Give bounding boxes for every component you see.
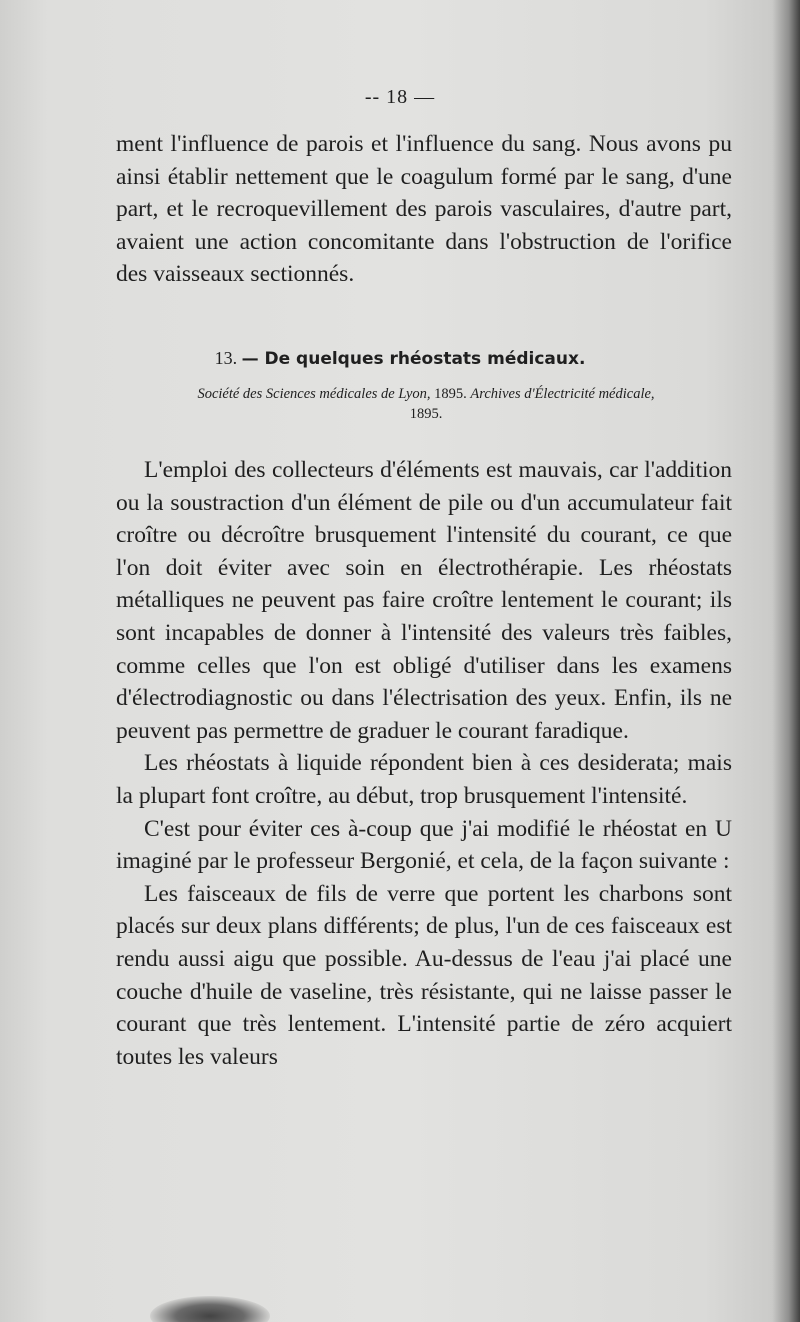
paragraph: L'emploi des collecteurs d'éléments est mauvais, car l'addition ou la soustraction d'un élément de pile ou d'un accumulateur fait croître ou décroître brusquement l'intensité du courant, ce que l'on doit éviter avec soin en électrothérapie. Les rhéostats métalliques ne peuvent pas faire croître lentement le courant; ils sont incapables de donner à l'intensité des valeurs très faibles, comme celles que l'on est obligé d'utiliser dans les examens d'électrodiagnostic ou dans l'électrisation des yeux. Enfin, ils ne peuvent pas permettre de graduer le courant faradique.	[116, 457, 732, 744]
section-title: — De quelques rhéostats médicaux.	[241, 349, 586, 369]
section-number: 13.	[214, 348, 238, 368]
page-edge-shadow	[772, 0, 800, 1322]
continuation-paragraph-block	[116, 128, 732, 291]
section-heading	[0, 348, 800, 369]
source-2: Archives d'Électricité médicale,	[470, 386, 655, 402]
source-1: Société des Sciences médicales de Lyon,	[197, 386, 431, 402]
scan-shadow-mark	[150, 1296, 270, 1322]
section-source	[116, 384, 736, 424]
paragraph: Les faisceaux de fils de verre que portent les charbons sont placés sur deux plans différents; de plus, l'un de ces faisceaux est rendu aussi aigu que possible. Au-dessus de l'eau j'ai placé une couche d'huile de vaseline, très résistante, qui ne laisse passer le courant que très lentement. L'intensité partie de zéro acquiert toutes les valeurs	[116, 880, 732, 1070]
body-paragraphs	[116, 454, 732, 1073]
paragraph: C'est pour éviter ces à-coup que j'ai modifié le rhéostat en U imaginé par le professeur Bergonié, et cela, de la façon suivante :	[116, 815, 732, 875]
source-2-year: 1895.	[409, 406, 443, 422]
paragraph: Les rhéostats à liquide répondent bien à ces desiderata; mais la plupart font croître, au début, trop brusquement l'intensité.	[116, 750, 732, 809]
source-1-year: 1895.	[434, 386, 467, 402]
continuation-paragraph: ment l'influence de parois et l'influence du sang. Nous avons pu ainsi établir nettement que le coagulum formé par le sang, d'une part, et le recroquevillement des parois vasculaires, d'autre part, avaient une action concomitante dans l'obstruction de l'orifice des vaisseaux sectionnés.	[116, 131, 732, 288]
page-number: -- 18 —	[364, 86, 436, 108]
